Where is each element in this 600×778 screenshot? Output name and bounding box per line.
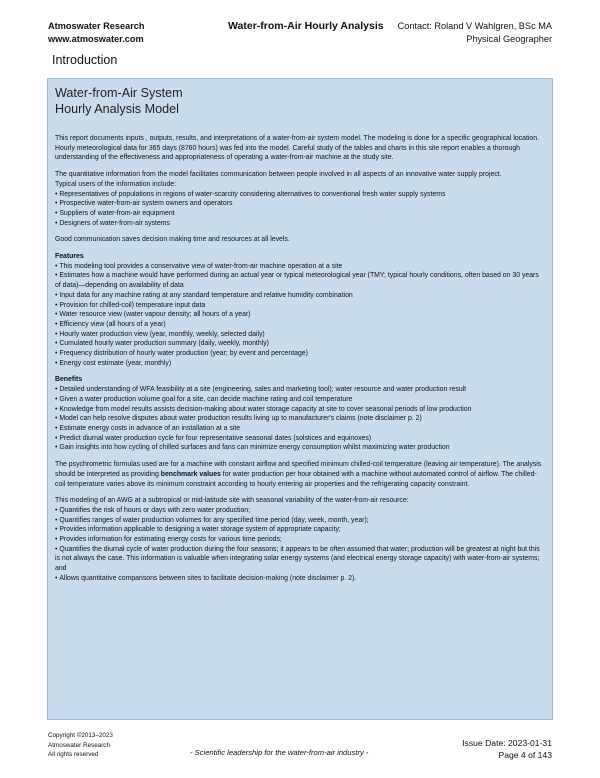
awg-item: • Quantifies ranges of water production volumes for any specified time period (day, week, month, year); (55, 516, 545, 526)
feature-item: • Input data for any machine rating at any standard temperature and relative humidity combination (55, 291, 545, 301)
section-heading: Introduction (52, 53, 118, 67)
header-role: Physical Geographer (466, 34, 552, 44)
box-title (55, 86, 545, 117)
users-intro: Typical users of the information include: (55, 180, 177, 188)
awg-item: • Quantifies the diurnal cycle of water production during the four seasons; it appears to be often assumed that water; production will be greatest at night but this is not always the case. This information is valuable when integrating solar energy systems (and electrical energy storage capacity) with water-from-air systems; and (55, 545, 545, 574)
awg-item: • Quantifies the risk of hours or days with zero water production; (55, 506, 545, 516)
users-list-item: • Representatives of populations in regions of water-scarcity considering alternatives to conventional fresh water supply systems (55, 190, 545, 200)
feature-item: • Frequency distribution of hourly water production (year; by event and percentage) (55, 349, 545, 359)
page-number: Page 4 of 143 (498, 750, 552, 760)
psychrometric-text-1: The psychrometric formulas used are for a machine with constant airflow and specified minimum chilled-coil temperature (leaving air temperature). The analysis should be interpreted as providing (55, 461, 542, 478)
intro-box (47, 78, 553, 720)
communication-paragraph: The quantitative information from the model facilitates communication between people involved in all aspects of an innovative water supply project. (55, 171, 502, 179)
benefit-item: • Gain insights into how cycling of chilled surfaces and fans can minimize energy consumption whilst maximizing water production (55, 443, 545, 453)
awg-item: • Provides information for estimating energy costs for various time periods; (55, 535, 545, 545)
benefit-item: • Model can help resolve disputes about water production results living up to manufacturer's claims (note disclaimer p. 2) (55, 414, 545, 424)
intro-paragraph: This report documents inputs , outputs, results, and interpretations of a water-from-air system model. The modeling is done for a specific geographical location. Hourly meteorological data for 365 days (8760 hours) was fed into the model. Careful study of the tables and charts in this site report enables a thorough understanding of the effectiveness and appropriateness of operating a water-from-air machine at the study site. (55, 135, 539, 162)
awg-item: • Allows quantitative comparisons between sites to facilitate decision-making (note disclaimer p. 2). (55, 574, 545, 584)
footer-rights: All rights reserved (48, 751, 99, 758)
feature-item: • Estimates how a machine would have performed during an actual year or typical meteorological year (TMY; typical hourly conditions, often based on 30 years of data)—depending on availability of data (55, 271, 545, 290)
users-list-item: • Suppliers of water-from-air equipment (55, 209, 545, 219)
header-contact: Contact: Roland V Wahlgren, BSc MA (397, 21, 552, 31)
benefit-item: • Knowledge from model results assists decision-making about water storage capacity at site to cover seasonal periods of low production (55, 405, 545, 415)
feature-item: • Efficiency view (all hours of a year) (55, 320, 545, 330)
feature-item: • Hourly water production view (year, monthly, weekly, selected daily) (55, 330, 545, 340)
header-left (48, 20, 145, 46)
users-list-item: • Prospective water-from-air system owners and operators (55, 199, 545, 209)
psychrometric-paragraph (55, 460, 545, 489)
features-heading: Features (55, 253, 84, 261)
benefit-item: • Given a water production volume goal for a site, can decide machine rating and coil temperature (55, 395, 545, 405)
header-right (398, 20, 552, 46)
benchmark-values-emphasis: benchmark values (160, 470, 221, 478)
benefits-heading: Benefits (55, 376, 83, 384)
document-title: Water-from-Air Hourly Analysis (228, 20, 384, 32)
footer-left (48, 731, 113, 760)
decision-paragraph: Good communication saves decision making time and resources at all levels. (55, 236, 290, 244)
issue-date: Issue Date: 2023-01-31 (462, 738, 552, 748)
feature-item: • Energy cost estimate (year, monthly) (55, 359, 545, 369)
box-title-line1: Water-from-Air System (55, 86, 183, 100)
footer-copyright: Copyright ©2013–2023 (48, 732, 113, 739)
benefit-item: • Detailed understanding of WFA feasibility at a site (engineering, sales and marketing tool); water resource and water production result (55, 385, 545, 395)
feature-item: • Provision for chilled-coil) temperature input data (55, 301, 545, 311)
header-url: www.atmoswater.com (48, 34, 144, 44)
users-list-item: • Designers of water-from-air systems (55, 219, 545, 229)
box-title-line2: Hourly Analysis Model (55, 101, 179, 116)
users-list (55, 190, 545, 229)
awg-item: • Provides information applicable to designing a water storage system of appropriate capacity; (55, 525, 545, 535)
benefit-item: • Estimate energy costs in advance of an installation at a site (55, 424, 545, 434)
feature-item: • Water resource view (water vapour density; all hours of a year) (55, 310, 545, 320)
features-list (55, 262, 545, 369)
feature-item: • Cumulated hourly water production summary (daily, weekly, monthly) (55, 339, 545, 349)
footer-tagline: - Scientific leadership for the water-from-air industry - (190, 748, 369, 757)
benefit-item: • Predict diurnal water production cycle for four representative seasonal dates (solstices and equinoxes) (55, 434, 545, 444)
awg-list (55, 506, 545, 584)
header-org: Atmoswater Research (48, 21, 145, 31)
benefits-list (55, 385, 545, 453)
footer-org: Atmoswater Research (48, 741, 110, 749)
footer-right (462, 737, 552, 761)
awg-intro: This modeling of an AWG at a subtropical or mid-latitude site with seasonal variability of the water-from-air resource: (55, 497, 409, 505)
psychrometric-text-2: for water production per hour obtained with a machine without automated control of airflow. The chilled-coil temperature varies above its minimum constraint according to hourly entering air properties and the refrigerating capacity constraint. (55, 470, 537, 488)
feature-item: • This modeling tool provides a conservative view of water-from-air machine operation at a site (55, 262, 545, 272)
